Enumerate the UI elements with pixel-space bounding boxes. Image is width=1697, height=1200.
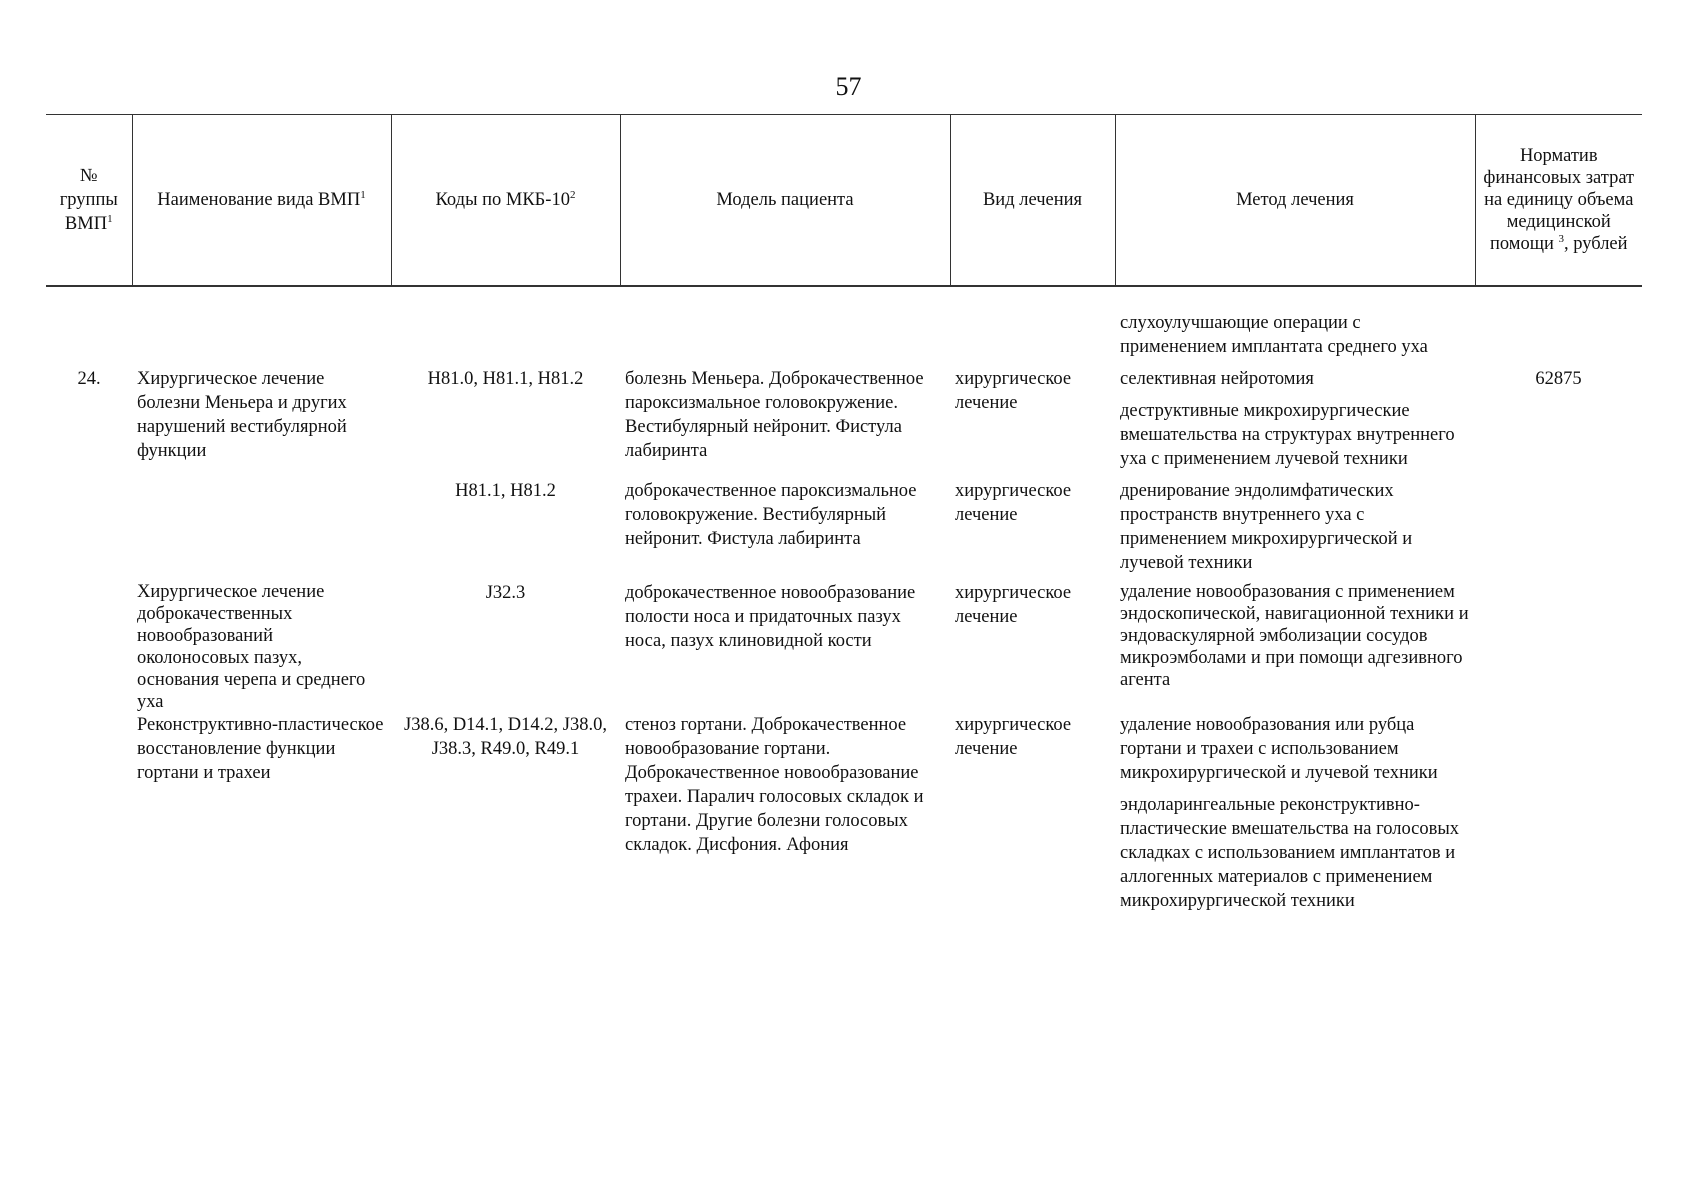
patient-model-cell: стеноз гортани. Доброкачественное новообразование гортани. Доброкачественное новообразование трахеи. Паралич голосовых складок и гортани. Другие болезни голосовых складок. Дисфония. Афония [625, 715, 924, 855]
group-number-cell: 24. [77, 369, 101, 389]
header-group-number: № группы ВМП$^1$ [46, 115, 132, 287]
header-vmp-name: Наименование вида ВМП$^1$ [132, 115, 391, 287]
vmp-name-cell: Реконструктивно-пластическое восстановление функции гортани и трахеи [137, 715, 384, 783]
method-cell [1115, 367, 1475, 479]
vmp-name-cell: Хирургическое лечение болезни Меньера и других нарушений вестибулярной функции [137, 369, 347, 461]
page-number: 57 [835, 72, 862, 101]
header-patient-model: Модель пациента [620, 115, 950, 287]
table-row [46, 367, 1642, 479]
header-cost-norm: Норматив финансовых затрат на единицу объема медицинской помощи $^3$, рублей [1475, 115, 1642, 287]
table-row [46, 581, 1642, 713]
vmp-name-cell [132, 479, 391, 581]
group-number-cell [46, 713, 132, 913]
method-item: селективная нейротомия [1120, 369, 1314, 389]
method-cell [1115, 713, 1475, 913]
header-treatment-method: Метод лечения [1115, 115, 1475, 287]
patient-model-cell: болезнь Меньера. Доброкачественное пароксизмальное головокружение. Вестибулярный нейронит. Фистула лабиринта [625, 369, 924, 461]
patient-model-cell: доброкачественное пароксизмальное головокружение. Вестибулярный нейронит. Фистула лабиринта [625, 481, 917, 549]
cost-cell [1475, 713, 1642, 913]
treatment-type-cell: хирургическое лечение [955, 369, 1072, 413]
treatment-type-cell: хирургическое лечение [955, 583, 1072, 627]
method-item: удаление новообразования с применением эндоскопической, навигационной техники и эндоваскулярной эмболизации сосудов микроэмболами и при помощи адгезивного агента [1120, 582, 1469, 690]
table-header [46, 115, 1642, 287]
header-treatment-type: Вид лечения [950, 115, 1115, 287]
vmp-name-cell: Хирургическое лечение доброкачественных новообразований околоносовых пазух, основания черепа и среднего уха [137, 582, 366, 712]
treatment-type-cell: хирургическое лечение [955, 481, 1072, 525]
method-cell: слухоулучшающие операции с применением имплантата среднего уха [1120, 313, 1428, 357]
icd-codes-cell: H81.1, H81.2 [455, 481, 556, 501]
treatment-type-cell: хирургическое лечение [955, 715, 1072, 759]
method-cell [1115, 581, 1475, 713]
vmp-table [46, 114, 1642, 913]
header-icd-codes: Коды по МКБ-$10^2$ [391, 115, 620, 287]
group-number-cell [46, 479, 132, 581]
cost-cell: 62875 [1535, 369, 1582, 389]
method-cell [1115, 479, 1475, 581]
table-row [46, 479, 1642, 581]
icd-codes-cell: J32.3 [485, 583, 526, 603]
cost-cell [1475, 479, 1642, 581]
icd-codes-cell: J38.6, D14.1, D14.2, J38.0, J38.3, R49.0, R49.1 [404, 715, 607, 759]
table-row [46, 286, 1642, 367]
cost-cell [1475, 581, 1642, 713]
method-item: эндоларингеальные реконструктивно-пластические вмешательства на голосовых складках с использованием имплантатов и аллогенных материалов с применением микрохирургической техники [1120, 795, 1460, 911]
method-item: удаление новообразования или рубца гортани и трахеи с использованием микрохирургической и лучевой техники [1120, 715, 1438, 783]
table-row [46, 713, 1642, 913]
patient-model-cell: доброкачественное новообразование полости носа и придаточных пазух носа, пазух клиновидной кости [625, 583, 916, 651]
icd-codes-cell: H81.0, H81.1, H81.2 [427, 369, 584, 389]
method-item: деструктивные микрохирургические вмешательства на структурах внутреннего уха с применением лучевой техники [1120, 401, 1455, 469]
method-item: дренирование эндолимфатических пространств внутреннего уха с применением микрохирургической и лучевой техники [1120, 481, 1413, 573]
group-number-cell [46, 581, 132, 713]
